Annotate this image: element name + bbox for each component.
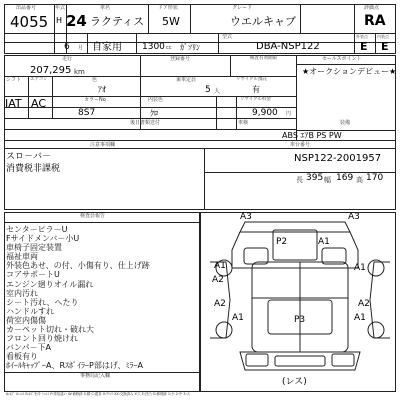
lot-label: 出品番号 <box>16 5 37 11</box>
mark-bottom-right: A1 <box>354 313 366 323</box>
mark-rear-right: A3 <box>348 212 360 222</box>
recycle-fee: 9,900 <box>252 108 278 118</box>
lot-number: 4055 <box>10 13 49 31</box>
recycle-label: リサイクル預託 <box>236 77 267 82</box>
mileage: 207,295 <box>30 65 72 76</box>
era: H <box>56 16 63 25</box>
notes-label: 後日書類送付 <box>130 120 161 126</box>
ac: AC <box>31 97 47 110</box>
recycle-status: 有 <box>252 85 260 94</box>
height-label: 高 <box>356 176 363 184</box>
mark-rear-left: A3 <box>240 212 252 222</box>
interior-label: 内装点 <box>377 34 389 39</box>
car-name-label: 車名 <box>100 5 111 11</box>
mark-left-rear-door: A1 <box>354 263 366 273</box>
memo-label: 事務局記入欄 <box>80 373 111 379</box>
report-line: カ－ペット切れ・破れ大 <box>6 325 94 335</box>
report-line: フロント回り焼けれ <box>6 334 78 344</box>
model-label: 型式 <box>222 34 233 40</box>
recycle-fee-unit: 円 <box>286 111 292 117</box>
sales-point: ★オークションデビュー★ <box>302 67 397 76</box>
expiry-label: 検査有効期限 <box>250 56 277 61</box>
chassis-number: NSP122-2001957 <box>294 153 382 164</box>
capacity-label: 乗車定員 <box>176 77 197 83</box>
door-label: ドア形状 <box>158 5 178 11</box>
grade-label: グレード <box>232 5 253 11</box>
mileage-unit: km <box>74 68 85 76</box>
legend: A:ｷｽﾞ U:ﾍｺﾐ B:ｷｽﾞを伴うﾍｺﾐ P:塗装違い W:補修跡 S:錆 C:腐食 X:ｸﾗｯｸ XX:交換済み Y:穴 E:凹凸 G:修理跡 1:小 2:中 3:大 <box>6 392 191 396</box>
grade: ウエルキャブ <box>230 15 296 28</box>
score: RA <box>364 13 386 29</box>
color: ｱｵ <box>98 85 106 94</box>
car-name: ラクティス <box>90 15 145 28</box>
report-line: 看板有り <box>6 352 38 362</box>
exterior-label: 外装点 <box>356 34 368 39</box>
shift: IAT <box>5 97 22 110</box>
inspection-label: 車検 <box>238 120 249 126</box>
mark-right-front: A2 <box>212 275 224 285</box>
report-line: 福祉車両 <box>6 252 38 262</box>
month-unit: 月 <box>78 45 84 51</box>
width-label: 幅 <box>324 176 331 184</box>
mark-bottom-center: P3 <box>294 315 306 325</box>
displacement-unit: cc <box>166 45 172 51</box>
recycle-fee-label: リサイクル料金 <box>240 97 271 102</box>
report-line: 外装色あせ、の付、小傷有り、仕上げ跡 <box>6 261 150 271</box>
length-label: 長 <box>296 176 303 184</box>
report-line: ハンドルすれ <box>6 306 54 316</box>
doors: 5W <box>162 15 180 28</box>
mark-left-front: A1 <box>214 261 226 271</box>
interior-color-label: 内装色 <box>148 97 164 103</box>
report-line: シ－ト汚れ、へたり <box>6 297 79 307</box>
capacity-unit: 人 <box>214 88 221 95</box>
month: 6 <box>64 42 70 52</box>
special-label: 注意事項欄 <box>90 142 116 148</box>
height: 170 <box>366 173 384 183</box>
report-line: 室内汚れ <box>6 288 38 298</box>
displacement: 1300 <box>142 42 165 52</box>
report-line: Fサイドメンバ－小U <box>6 234 80 244</box>
report-line: エンジン廻りオイル漏れ <box>6 279 94 289</box>
chassis-label: 車台番号 <box>290 142 311 148</box>
report-line: ﾎｲｰﾙｷｬｯﾌﾟｰA、RｽﾎﾟｲﾗｰP部はげ、ﾐﾗｰA <box>6 361 144 371</box>
report-line: 車椅子固定装置 <box>6 243 62 253</box>
interior-color: ｸﾛ <box>150 109 158 118</box>
mark-bottom-left: A1 <box>232 313 244 323</box>
color-code: 8S7 <box>78 108 96 118</box>
mark-front-left: A2 <box>214 299 226 309</box>
inspection-title: 検査員報告 <box>80 213 106 219</box>
interior-score: E <box>381 40 389 53</box>
report-line: コアサポ－トU <box>6 270 60 280</box>
ac-label: エアコン <box>30 77 48 82</box>
color-label: 色 <box>92 77 98 83</box>
note-2: 消費税非課税 <box>6 164 61 174</box>
exterior-score: E <box>360 40 368 53</box>
registration-label: 登録番号 <box>170 56 191 62</box>
report-line: 荷室内傷傷 <box>6 315 46 325</box>
mark-rear-center: P2 <box>276 237 288 247</box>
shift-label: シフト <box>6 77 22 83</box>
mark-front-right: A2 <box>358 299 370 309</box>
year-label: 年式 <box>55 5 66 11</box>
sales-point-label: セールスポイント <box>322 56 362 62</box>
usage: 自家用 <box>92 42 122 53</box>
color-code-label: カラーNo <box>84 97 106 103</box>
mileage-label: 走行 <box>62 56 73 62</box>
report-line: バンパ－下A <box>6 343 51 353</box>
mark-lace: (レス) <box>282 377 307 387</box>
width: 169 <box>336 173 354 183</box>
length: 395 <box>306 173 324 183</box>
equipment: ABS ｴｱB PS PW <box>282 131 342 140</box>
model: DBA-NSP122 <box>256 41 320 52</box>
report-line: センタ－ピラ－U <box>6 225 68 234</box>
score-label: 評価点 <box>364 5 380 11</box>
equipment-label: 装備 <box>340 120 351 126</box>
note-1: スロ－バ－ <box>6 152 52 162</box>
year: 24 <box>66 12 87 30</box>
mark-right-rear-door: A1 <box>318 237 330 247</box>
fuel: ｶﾞｿﾘﾝ <box>180 43 200 52</box>
capacity: 5 <box>205 85 211 95</box>
